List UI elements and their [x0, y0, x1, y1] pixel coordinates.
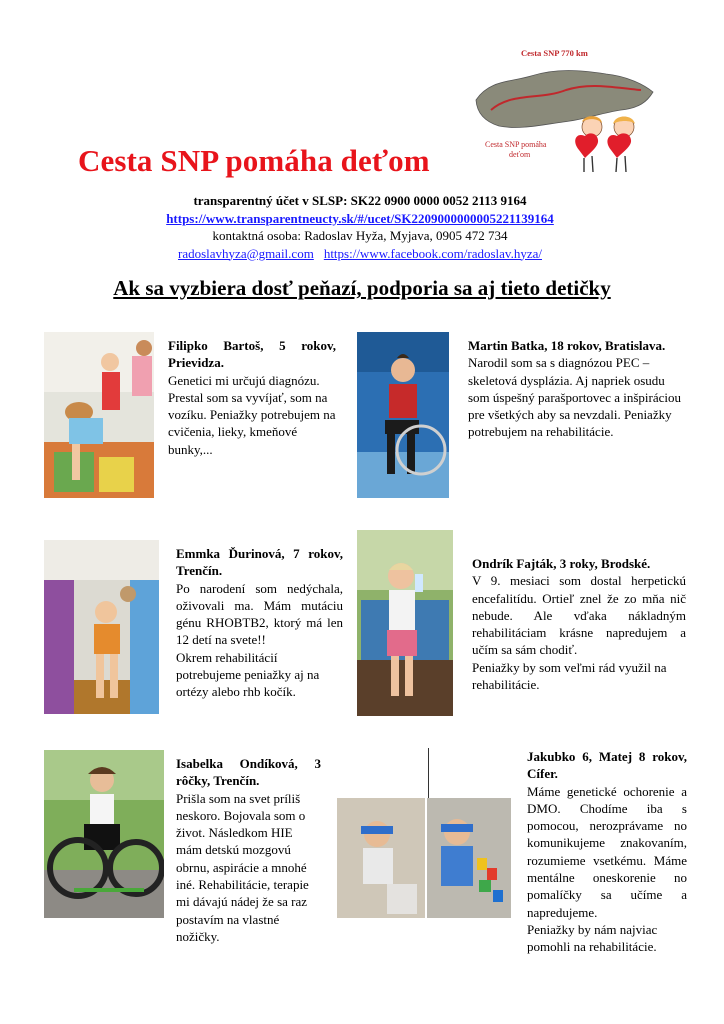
child-name: Ondrík Fajták, 3 roky, Brodské. [472, 556, 651, 571]
child-name: Isabelka Ondíková, 3 rôčky, Trenčín. [176, 756, 321, 789]
story-martin [468, 337, 686, 441]
story-text: Genetici mi určujú diagnózu. Prestal som sa vyvíjať, som na vozíku. Peniažky potrebujem na cvičenia, lieky, kmeňové bunky,... [168, 372, 336, 457]
story-text: Peniažky by nám najviac pomohli na rehabilitácie. [527, 921, 658, 955]
story-text: Po narodení som nedýchala, oživovali ma. Mám mutáciu génu RHOBTB2, ktorý má len 12 detí na svete!! [176, 580, 343, 648]
story-jakubko-matej [527, 748, 687, 956]
contact-block [120, 192, 600, 262]
email-link[interactable]: radoslavhyza@gmail.com [178, 245, 314, 261]
two-boys-playing-photo [337, 798, 511, 918]
account-number: transparentný účet v SLSP: SK22 0900 0000 0052 2113 9164 [193, 193, 527, 208]
child-with-therapist-photo [44, 332, 154, 498]
account-link[interactable]: https://www.transparentneucty.sk/#/ucet/SK2209000000005221139164 [166, 210, 554, 226]
girl-in-wheelchair-photo [44, 750, 164, 918]
story-text: V 9. mesiaci som dostal herpetickú encefalitídu. Ortieľ znel že zo mňa nič nebude. Ale vďaka nákladným rehabilitáciam krásne napredujem a učím sa sám chodiť. [472, 573, 686, 658]
child-name: Jakubko 6, Matej 8 rokov, Cífer. [527, 749, 687, 782]
story-text: Prišla som na svet príliš neskoro. Bojovala som o život. Následkom HIE mám detskú mozgovú obrnu, aspirácie a mnohé iné. Rehabilitácie, terapie mi dávajú nádej že sa raz postavím na vlastné nožičky. [176, 790, 309, 944]
child-name: Martin Batka, 18 rokov, Bratislava. [468, 338, 666, 353]
child-name: Filipko Bartoš, 5 rokov, Prievidza. [168, 338, 336, 371]
story-text: Okrem rehabilitácií potrebujeme peniažky aj na ortézy alebo rhb kočík. [176, 649, 320, 700]
girl-in-therapy-room-photo [44, 540, 159, 714]
story-emmka [176, 545, 343, 701]
story-ondrik [472, 555, 686, 693]
section-headline: Ak sa vyzbiera dosť peňazí, podporia sa aj tieto detičky [113, 276, 611, 300]
contact-person: kontaktná osoba: Radoslav Hyža, Myjava, 0905 472 734 [212, 228, 508, 243]
story-text: Máme genetické ochorenie a DMO. Chodíme iba s pomocou, nerozprávame no komunikujeme znakovaním, rozumieme vsetkému. Máme mentálne oneskorenie no pomalíčky sa učíme a napredujeme. [527, 783, 687, 920]
story-text: Narodil som sa s diagnózou PEC – skeletová dysplázia. Aj napriek osudu som úspešný parašportovec a inšpiráciou pre všetkých aby sa nevzdali. Peniažky potrebujem na rehabilitácie. [468, 355, 682, 440]
kids-heart-illustration [575, 116, 635, 172]
story-text: Peniažky by som veľmi rád využil na rehabilitácie. [472, 659, 667, 693]
logo-line1: Cesta SNP pomáha [485, 140, 547, 149]
facebook-link[interactable]: https://www.facebook.com/radoslav.hyza/ [323, 245, 542, 261]
cesta-snp-logo [471, 40, 659, 175]
story-isabelka [176, 755, 321, 945]
wheelchair-athlete-photo [357, 332, 449, 498]
child-name: Emmka Ďurinová, 7 rokov, Trenčín. [176, 546, 343, 579]
boy-drinking-photo [357, 530, 453, 716]
story-filipko [168, 337, 336, 458]
page-title: Cesta SNP pomáha deťom [78, 143, 430, 178]
logo-map-caption: Cesta SNP 770 km [521, 48, 588, 58]
logo-line2: deťom [509, 150, 531, 159]
